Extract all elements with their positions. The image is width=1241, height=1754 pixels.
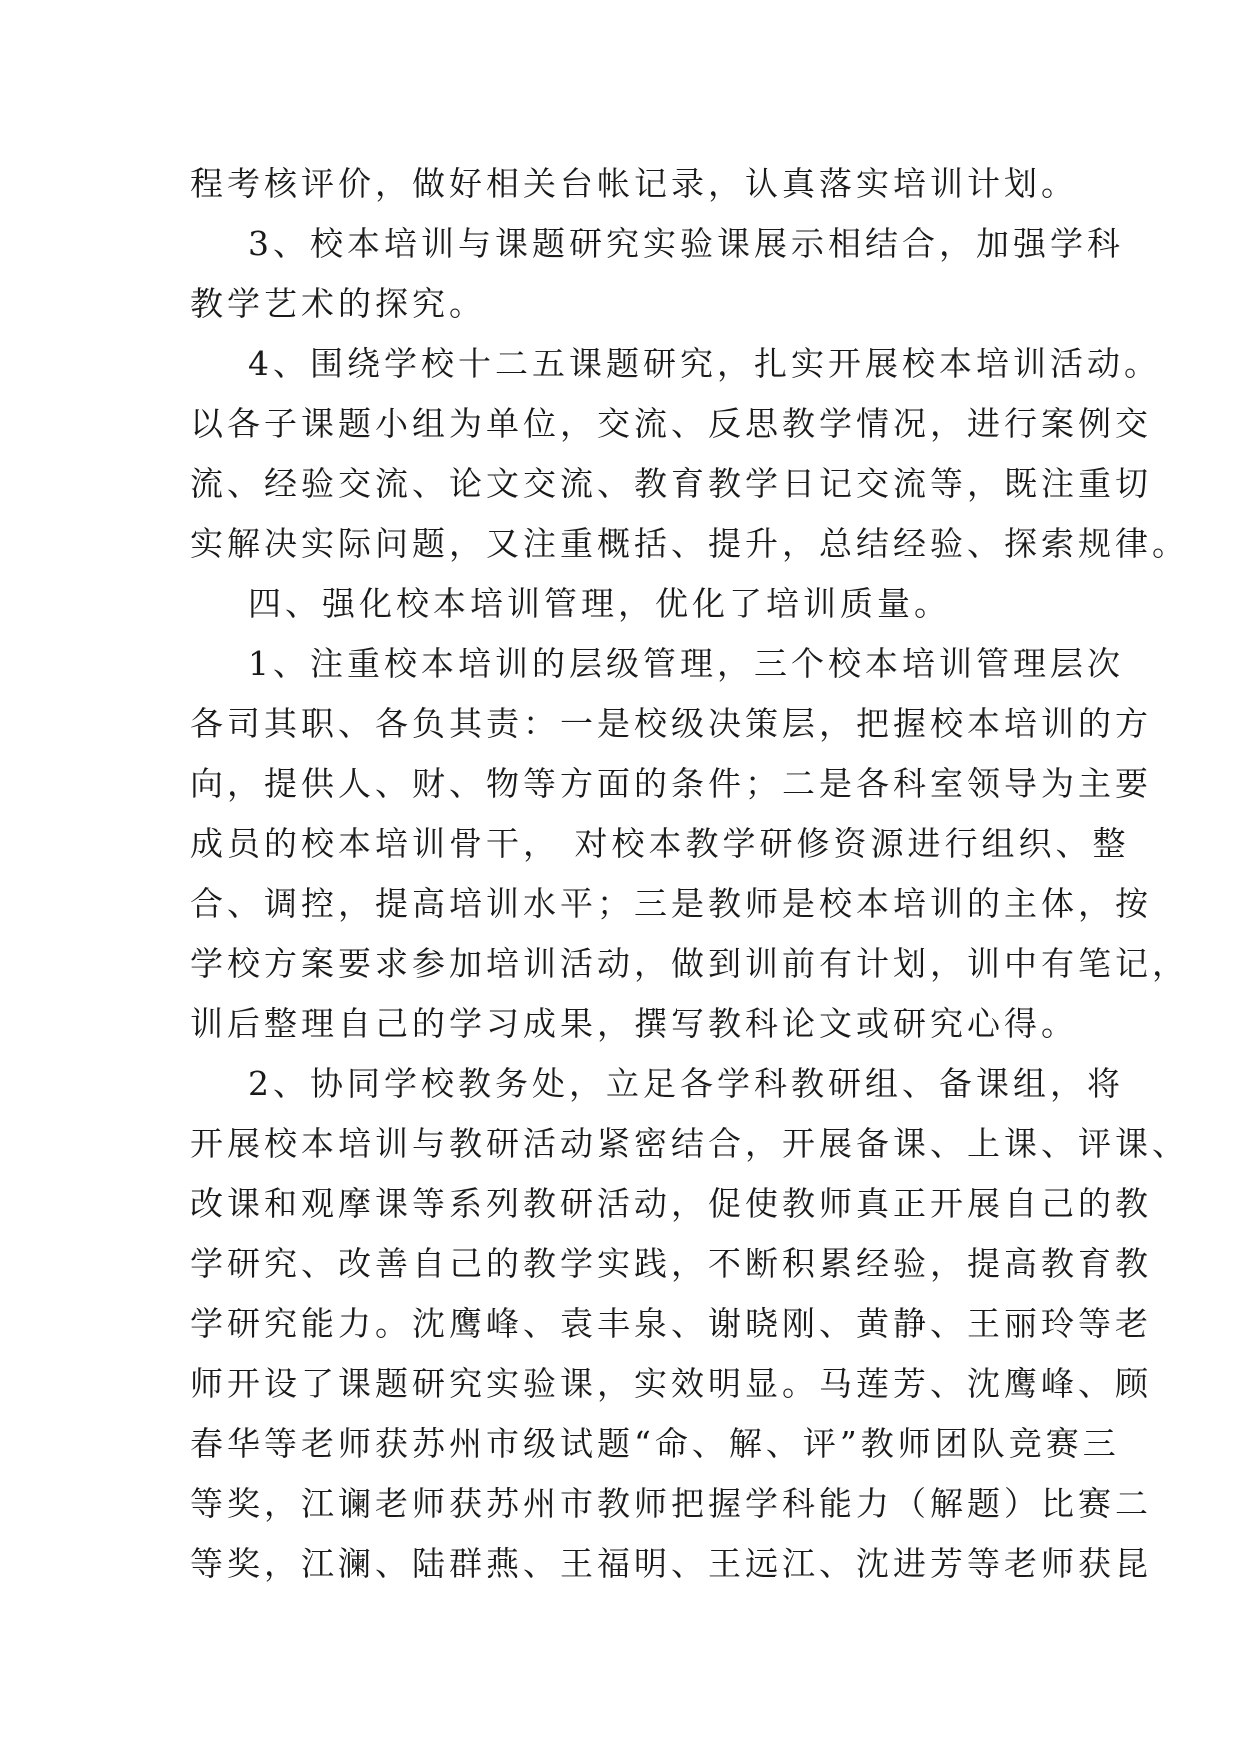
text-line: 师开设了课题研究实验课，实效明显。马莲芳、沈鹰峰、顾 bbox=[190, 1364, 1152, 1403]
text-line: 成员的校本培训骨干， 对校本教学研修资源进行组织、整 bbox=[190, 824, 1130, 863]
text-line: 学研究能力。沈鹰峰、袁丰泉、谢晓刚、黄静、王丽玲等老 bbox=[190, 1304, 1152, 1343]
text-line: 春华等老师获苏州市级试题“命、解、评”教师团队竞赛三 bbox=[190, 1424, 1120, 1463]
text-line: 训后整理自己的学习成果，撰写教科论文或研究心得。 bbox=[190, 1004, 1078, 1043]
text-line: 实解决实际问题，又注重概括、提升，总结经验、探索规律。 bbox=[190, 524, 1189, 563]
text-line: 3、校本培训与课题研究实验课展示相结合，加强学科 bbox=[248, 224, 1124, 263]
text-line: 流、经验交流、论文交流、教育教学日记交流等，既注重切 bbox=[190, 464, 1152, 503]
text-line: 4、围绕学校十二五课题研究，扎实开展校本培训活动。 bbox=[248, 344, 1161, 383]
text-line: 等奖，江澜、陆群燕、王福明、王远江、沈进芳等老师获昆 bbox=[190, 1544, 1152, 1583]
section-heading: 四、强化校本培训管理，优化了培训质量。 bbox=[248, 584, 951, 623]
text-line: 合、调控，提高培训水平；三是教师是校本培训的主体，按 bbox=[190, 884, 1152, 923]
text-line: 以各子课题小组为单位，交流、反思教学情况，进行案例交 bbox=[190, 404, 1152, 443]
text-line: 1、注重校本培训的层级管理，三个校本培训管理层次 bbox=[248, 644, 1124, 683]
text-line: 学研究、改善自己的教学实践，不断积累经验，提高教育教 bbox=[190, 1244, 1152, 1283]
text-line: 程考核评价，做好相关台帐记录，认真落实培训计划。 bbox=[190, 164, 1078, 203]
text-line: 向，提供人、财、物等方面的条件；二是各科室领导为主要 bbox=[190, 764, 1152, 803]
text-line: 等奖，江谰老师获苏州市教师把握学科能力（解题）比赛二 bbox=[190, 1484, 1152, 1523]
text-line: 2、协同学校教务处，立足各学科教研组、备课组，将 bbox=[248, 1064, 1124, 1103]
text-line: 改课和观摩课等系列教研活动，促使教师真正开展自己的教 bbox=[190, 1184, 1152, 1223]
text-line: 开展校本培训与教研活动紧密结合，开展备课、上课、评课、 bbox=[190, 1124, 1189, 1163]
text-line: 学校方案要求参加培训活动，做到训前有计划，训中有笔记， bbox=[190, 944, 1189, 983]
text-line: 各司其职、各负其责：一是校级决策层，把握校本培训的方 bbox=[190, 704, 1152, 743]
text-line: 教学艺术的探究。 bbox=[190, 284, 486, 323]
document-body bbox=[190, 154, 1189, 1594]
